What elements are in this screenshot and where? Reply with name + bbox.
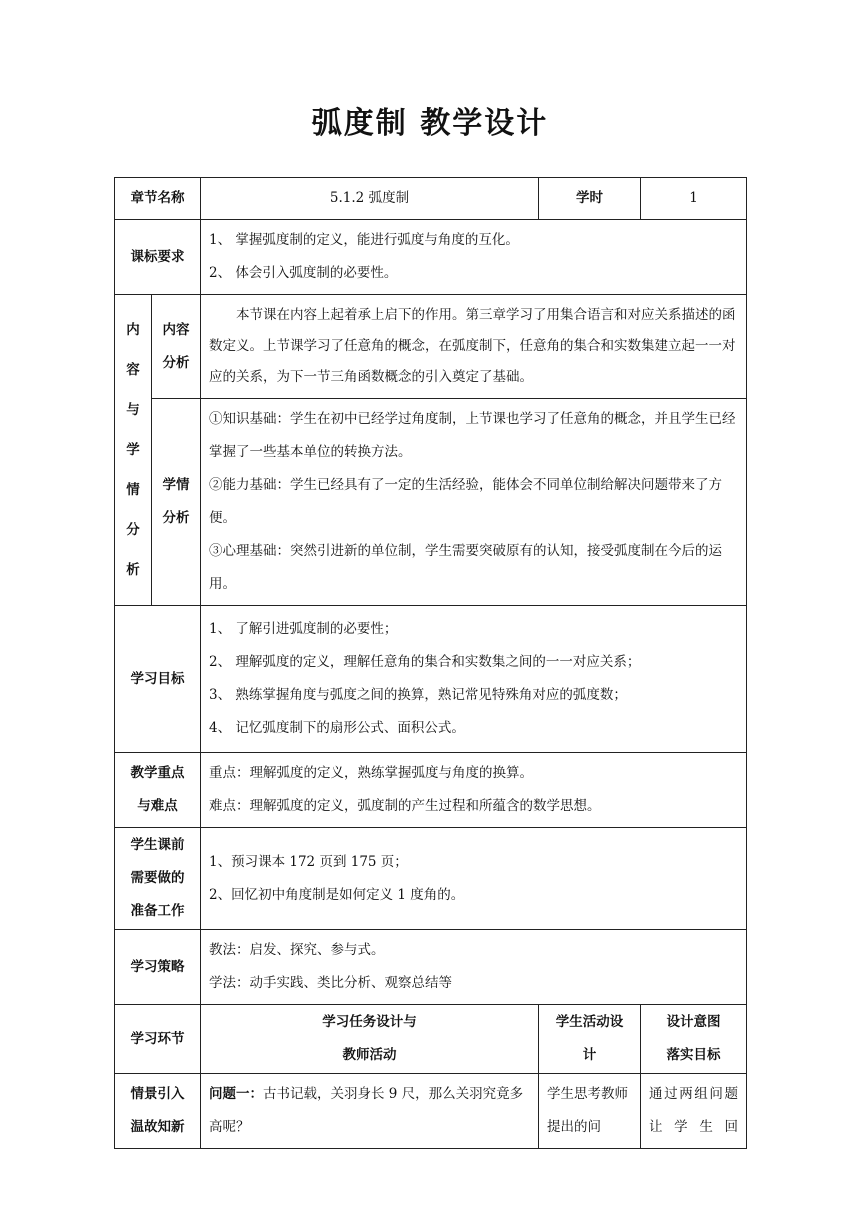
label-chapter-name: 章节名称 <box>115 178 201 220</box>
goal-item: 3、 熟练掌握角度与弧度之间的换算，熟记常见特殊角对应的弧度数； <box>209 687 627 703</box>
keypoint-item: 难点：理解弧度的定义，弧度制的产生过程和所蕴含的数学思想。 <box>209 798 601 814</box>
keypoints-content <box>201 753 747 828</box>
prep-item: 2、回忆初中角度制是如何定义 1 度角的。 <box>209 886 465 903</box>
row-section-header <box>115 1005 747 1074</box>
row-content-analysis <box>115 295 747 399</box>
keypoint-item: 重点：理解弧度的定义，熟练掌握弧度与角度的换算。 <box>209 765 533 781</box>
row-keypoints <box>115 753 747 828</box>
label-intro: 情景引入 温故知新 <box>115 1074 201 1149</box>
standard-item: 1、 掌握弧度制的定义，能进行弧度与角度的互化。 <box>209 232 519 248</box>
label-keypoints: 教学重点 与难点 <box>115 753 201 828</box>
label-student-analysis: 学情 分析 <box>152 399 201 606</box>
label-analysis-group: 内 容 与 学 情 分 析 <box>115 295 152 606</box>
goals-content <box>201 606 747 753</box>
standard-content <box>201 220 747 295</box>
row-standard <box>115 220 747 295</box>
row-intro <box>115 1074 747 1149</box>
student-analysis-item: ③心理基础：突然引进新的单位制，学生需要突破原有的认知，接受弧度制在今后的运用。 <box>209 543 722 592</box>
goal-item: 4、 记忆弧度制下的扇形公式、面积公式。 <box>209 720 465 736</box>
label-standard: 课标要求 <box>115 220 201 295</box>
question-label: 问题一： <box>209 1086 263 1102</box>
goal-item: 1、 了解引进弧度制的必要性； <box>209 621 398 637</box>
header-design-intent: 设计意图 落实目标 <box>641 1005 747 1074</box>
row-strategy <box>115 930 747 1005</box>
label-content-analysis: 内容 分析 <box>152 295 201 399</box>
prep-content <box>201 828 747 930</box>
lesson-plan-table <box>114 177 747 1149</box>
label-section: 学习环节 <box>115 1005 201 1074</box>
label-hours: 学时 <box>539 178 641 220</box>
intro-intent: 通过两组问题让学生回 <box>641 1074 747 1149</box>
student-analysis-content <box>201 399 747 606</box>
hours-value: 1 <box>641 178 747 220</box>
prep-item: 1、预习课本 172 页到 175 页； <box>209 853 408 870</box>
question-text: 古书记载，关羽身长 9 尺，那么关羽究竟多高呢？ <box>209 1086 524 1135</box>
strategy-item: 教法：启发、探究、参与式。 <box>209 942 385 958</box>
label-goals: 学习目标 <box>115 606 201 753</box>
student-analysis-item: ②能力基础：学生已经具有了一定的生活经验，能体会不同单位制给解决问题带来了方便。 <box>209 477 722 526</box>
row-student-analysis <box>115 399 747 606</box>
content-analysis-text: 本节课在内容上起着承上启下的作用。第三章学习了用集合语言和对应关系描述的函数定义。上节课学习了任意角的概念，在弧度制下，任意角的集合和实数集建立起一一对应的关系，为下一节三角函数概念的引入奠定了基础。 <box>201 295 747 399</box>
row-prep <box>115 828 747 930</box>
standard-item: 2、 体会引入弧度制的必要性。 <box>209 265 398 281</box>
strategy-content <box>201 930 747 1005</box>
page-title: 弧度制 教学设计 <box>311 106 549 141</box>
strategy-item: 学法：动手实践、类比分析、观察总结等 <box>209 975 452 991</box>
label-prep: 学生课前 需要做的 准备工作 <box>115 828 201 930</box>
intro-student: 学生思考教师提出的问 <box>539 1074 641 1149</box>
goal-item: 2、 理解弧度的定义，理解任意角的集合和实数集之间的一一对应关系； <box>209 654 641 670</box>
row-goals <box>115 606 747 753</box>
header-task-design: 学习任务设计与 教师活动 <box>201 1005 539 1074</box>
label-strategy: 学习策略 <box>115 930 201 1005</box>
chapter-value: 5.1.2 弧度制 <box>201 178 539 220</box>
student-analysis-item: ①知识基础：学生在初中已经学过角度制，上节课也学习了任意角的概念，并且学生已经掌握了一些基本单位的转换方法。 <box>209 411 736 460</box>
row-chapter <box>115 178 747 220</box>
header-student-activity: 学生活动设 计 <box>539 1005 641 1074</box>
intro-task <box>201 1074 539 1149</box>
